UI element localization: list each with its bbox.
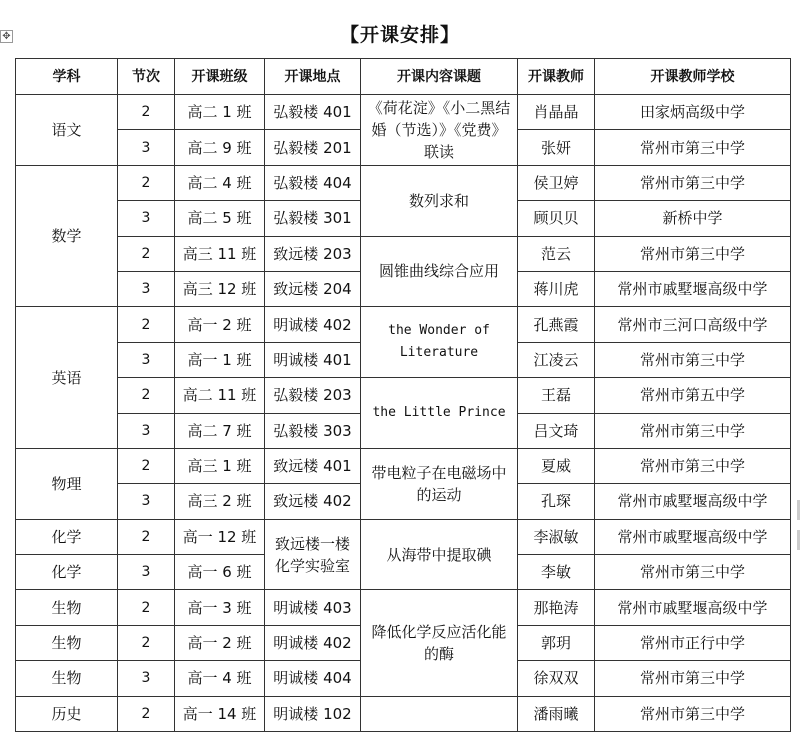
class-cell: 高一 14 班 xyxy=(175,696,265,731)
class-cell: 高二 11 班 xyxy=(175,378,265,413)
session-cell: 2 xyxy=(118,236,175,271)
table-row xyxy=(16,590,791,625)
subject-cell: 化学 xyxy=(16,519,118,554)
topic-cell: 从海带中提取碘 xyxy=(361,519,518,590)
location-cell: 弘毅楼 404 xyxy=(265,165,361,200)
topic-cell: the Wonder of Literature xyxy=(361,307,518,378)
class-cell: 高一 12 班 xyxy=(175,519,265,554)
teacher-cell: 吕文琦 xyxy=(518,413,595,448)
class-cell: 高二 7 班 xyxy=(175,413,265,448)
teacher-cell: 徐双双 xyxy=(518,661,595,696)
session-cell: 2 xyxy=(118,307,175,342)
school-cell: 常州市正行中学 xyxy=(595,625,791,660)
header-location: 开课地点 xyxy=(265,59,361,95)
school-cell: 常州市第三中学 xyxy=(595,130,791,165)
teacher-cell: 江凌云 xyxy=(518,342,595,377)
location-cell: 弘毅楼 401 xyxy=(265,95,361,130)
header-row xyxy=(16,59,791,95)
session-cell: 3 xyxy=(118,484,175,519)
location-cell: 致远楼 203 xyxy=(265,236,361,271)
class-cell: 高一 4 班 xyxy=(175,661,265,696)
topic-cell: 降低化学反应活化能的酶 xyxy=(361,590,518,696)
teacher-cell: 蒋川虎 xyxy=(518,271,595,306)
class-cell: 高一 1 班 xyxy=(175,342,265,377)
schedule-table xyxy=(15,58,791,732)
subject-cell: 生物 xyxy=(16,590,118,625)
school-cell: 常州市第三中学 xyxy=(595,661,791,696)
location-cell: 明诚楼 402 xyxy=(265,625,361,660)
teacher-cell: 李敏 xyxy=(518,555,595,590)
class-cell: 高二 9 班 xyxy=(175,130,265,165)
table-row xyxy=(16,307,791,342)
session-cell: 2 xyxy=(118,448,175,483)
header-class: 开课班级 xyxy=(175,59,265,95)
subject-cell: 物理 xyxy=(16,448,118,519)
subject-cell: 化学 xyxy=(16,555,118,590)
topic-cell: 圆锥曲线综合应用 xyxy=(361,236,518,307)
topic-cell xyxy=(361,696,518,731)
school-cell: 常州市第三中学 xyxy=(595,448,791,483)
school-cell: 常州市三河口高级中学 xyxy=(595,307,791,342)
session-cell: 2 xyxy=(118,95,175,130)
table-row xyxy=(16,448,791,483)
teacher-cell: 潘雨曦 xyxy=(518,696,595,731)
header-subject: 学科 xyxy=(16,59,118,95)
session-cell: 3 xyxy=(118,342,175,377)
session-cell: 2 xyxy=(118,165,175,200)
subject-cell: 历史 xyxy=(16,696,118,731)
header-school: 开课教师学校 xyxy=(595,59,791,95)
class-cell: 高三 12 班 xyxy=(175,271,265,306)
school-cell: 常州市第三中学 xyxy=(595,342,791,377)
header-teacher: 开课教师 xyxy=(518,59,595,95)
location-cell: 致远楼 402 xyxy=(265,484,361,519)
location-cell: 致远楼一楼化学实验室 xyxy=(265,519,361,590)
table-row xyxy=(16,696,791,731)
session-cell: 2 xyxy=(118,378,175,413)
school-cell: 常州市第三中学 xyxy=(595,236,791,271)
subject-cell: 生物 xyxy=(16,661,118,696)
school-cell: 常州市戚墅堰高级中学 xyxy=(595,590,791,625)
page-title: 【开课安排】 xyxy=(339,24,460,46)
topic-cell: 数列求和 xyxy=(361,165,518,236)
session-cell: 2 xyxy=(118,625,175,660)
table-move-handle-icon[interactable]: ✥ xyxy=(0,30,13,43)
school-cell: 常州市第三中学 xyxy=(595,696,791,731)
location-cell: 明诚楼 404 xyxy=(265,661,361,696)
school-cell: 田家炳高级中学 xyxy=(595,95,791,130)
topic-cell: the Little Prince xyxy=(361,378,518,449)
location-cell: 明诚楼 403 xyxy=(265,590,361,625)
class-cell: 高三 2 班 xyxy=(175,484,265,519)
topic-cell: 带电粒子在电磁场中的运动 xyxy=(361,448,518,519)
class-cell: 高一 3 班 xyxy=(175,590,265,625)
teacher-cell: 肖晶晶 xyxy=(518,95,595,130)
school-cell: 常州市第三中学 xyxy=(595,555,791,590)
session-cell: 3 xyxy=(118,130,175,165)
teacher-cell: 那艳涛 xyxy=(518,590,595,625)
table-row xyxy=(16,378,791,413)
teacher-cell: 范云 xyxy=(518,236,595,271)
location-cell: 弘毅楼 301 xyxy=(265,201,361,236)
location-cell: 致远楼 204 xyxy=(265,271,361,306)
class-cell: 高二 1 班 xyxy=(175,95,265,130)
teacher-cell: 李淑敏 xyxy=(518,519,595,554)
school-cell: 常州市戚墅堰高级中学 xyxy=(595,271,791,306)
teacher-cell: 夏威 xyxy=(518,448,595,483)
subject-cell: 数学 xyxy=(16,165,118,307)
school-cell: 常州市第三中学 xyxy=(595,413,791,448)
class-cell: 高三 1 班 xyxy=(175,448,265,483)
class-cell: 高一 6 班 xyxy=(175,555,265,590)
subject-cell: 生物 xyxy=(16,625,118,660)
teacher-cell: 顾贝贝 xyxy=(518,201,595,236)
location-cell: 明诚楼 102 xyxy=(265,696,361,731)
school-cell: 常州市第三中学 xyxy=(595,165,791,200)
school-cell: 新桥中学 xyxy=(595,201,791,236)
location-cell: 明诚楼 401 xyxy=(265,342,361,377)
table-row xyxy=(16,236,791,271)
location-cell: 弘毅楼 203 xyxy=(265,378,361,413)
location-cell: 弘毅楼 303 xyxy=(265,413,361,448)
location-cell: 弘毅楼 201 xyxy=(265,130,361,165)
session-cell: 3 xyxy=(118,271,175,306)
school-cell: 常州市戚墅堰高级中学 xyxy=(595,519,791,554)
header-session: 节次 xyxy=(118,59,175,95)
subject-cell: 英语 xyxy=(16,307,118,449)
class-cell: 高一 2 班 xyxy=(175,625,265,660)
session-cell: 3 xyxy=(118,413,175,448)
topic-cell: 《荷花淀》《小二黑结婚（节选）》《党费》联读 xyxy=(361,95,518,166)
school-cell: 常州市戚墅堰高级中学 xyxy=(595,484,791,519)
session-cell: 3 xyxy=(118,661,175,696)
table-row xyxy=(16,519,791,554)
school-cell: 常州市第五中学 xyxy=(595,378,791,413)
teacher-cell: 张妍 xyxy=(518,130,595,165)
teacher-cell: 郭玥 xyxy=(518,625,595,660)
session-cell: 2 xyxy=(118,696,175,731)
header-topic: 开课内容课题 xyxy=(361,59,518,95)
class-cell: 高一 2 班 xyxy=(175,307,265,342)
teacher-cell: 孔燕霞 xyxy=(518,307,595,342)
class-cell: 高二 5 班 xyxy=(175,201,265,236)
class-cell: 高三 11 班 xyxy=(175,236,265,271)
location-cell: 明诚楼 402 xyxy=(265,307,361,342)
session-cell: 2 xyxy=(118,590,175,625)
teacher-cell: 王磊 xyxy=(518,378,595,413)
session-cell: 3 xyxy=(118,201,175,236)
class-cell: 高二 4 班 xyxy=(175,165,265,200)
teacher-cell: 侯卫婷 xyxy=(518,165,595,200)
subject-cell: 语文 xyxy=(16,95,118,166)
session-cell: 2 xyxy=(118,519,175,554)
session-cell: 3 xyxy=(118,555,175,590)
table-row xyxy=(16,95,791,130)
location-cell: 致远楼 401 xyxy=(265,448,361,483)
teacher-cell: 孔琛 xyxy=(518,484,595,519)
table-row xyxy=(16,165,791,200)
